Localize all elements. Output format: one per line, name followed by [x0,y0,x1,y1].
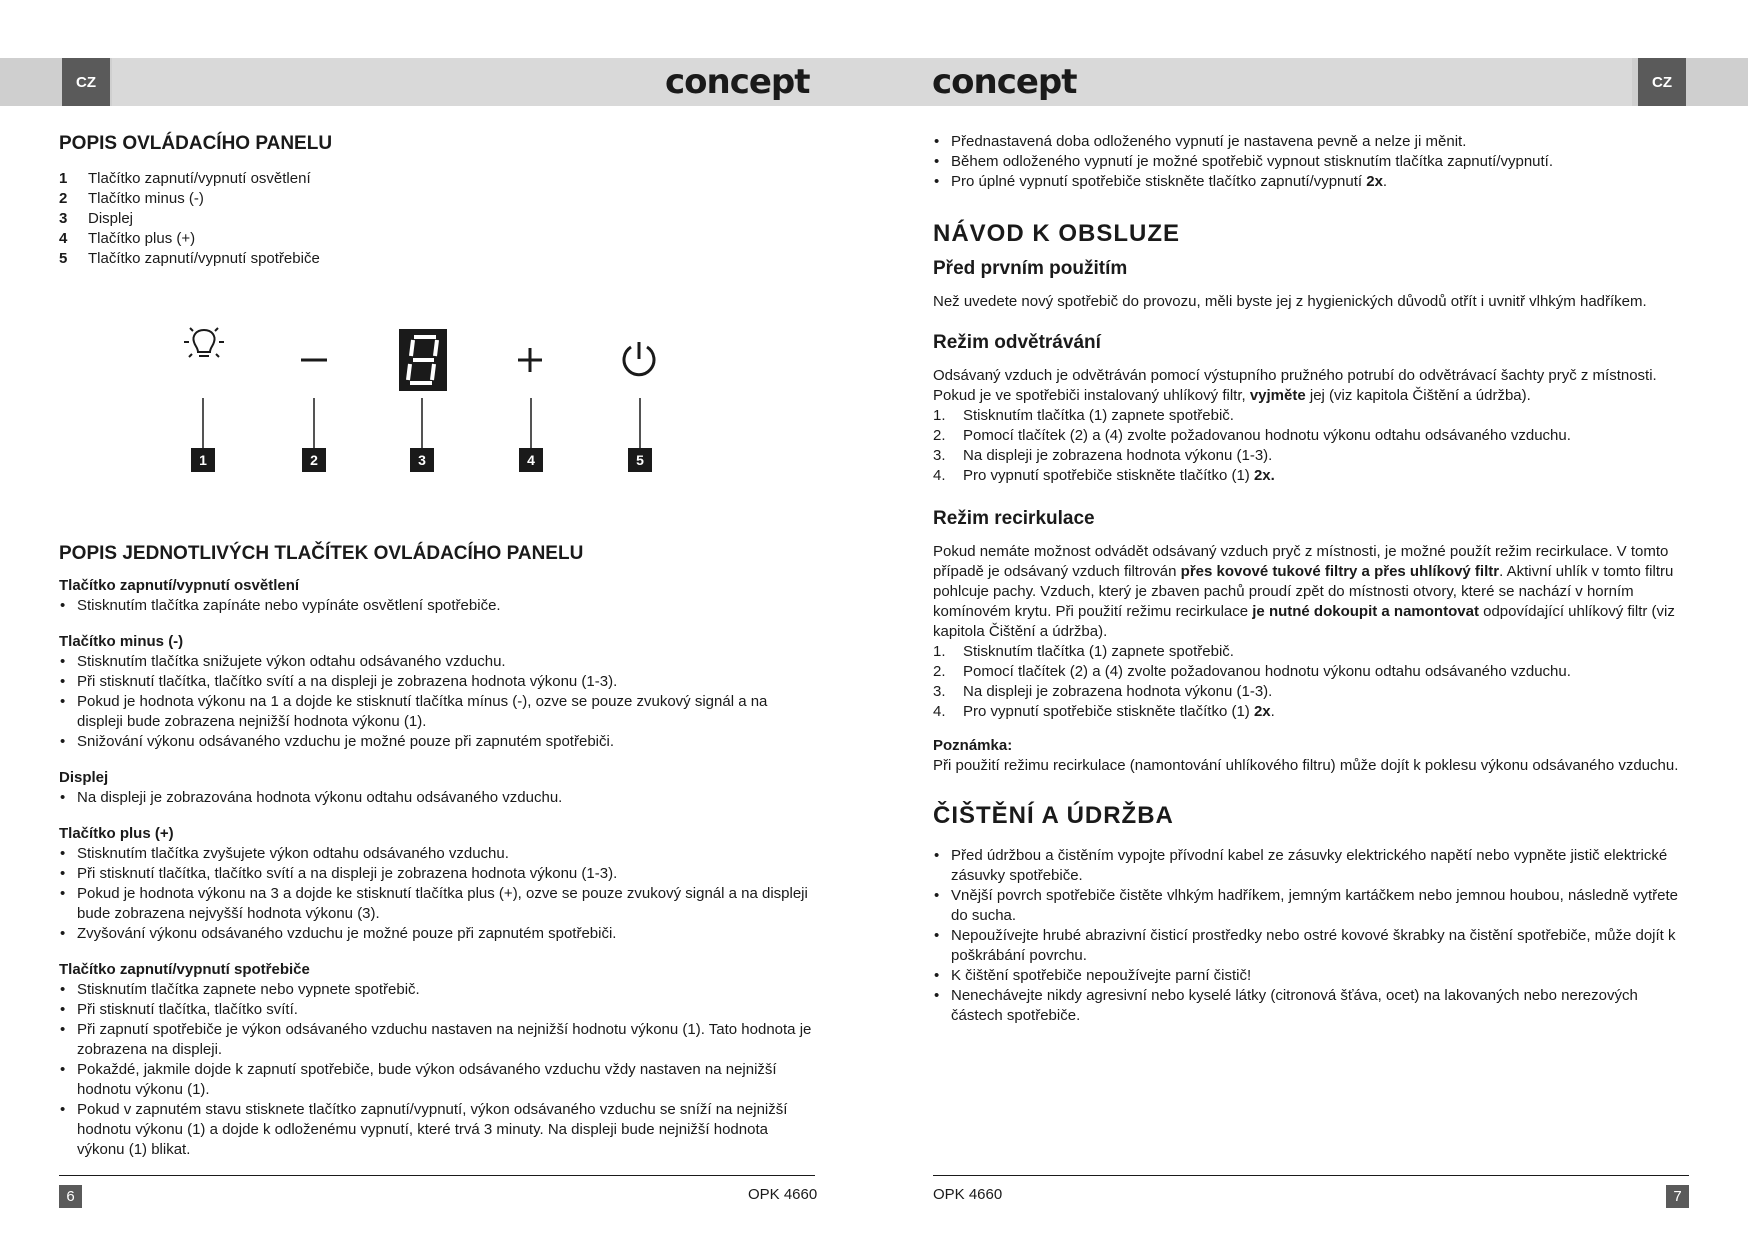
buttons-title: POPIS JEDNOTLIVÝCH TLAČÍTEK OVLÁDACÍHO PANELU [59,543,584,564]
lang-badge-left: CZ [62,58,110,106]
section-heading: Tlačítko zapnutí/vypnutí osvětlení [59,577,300,594]
bullet-item: • Stisknutím tlačítka zvyšujete výkon odtahu odsávaného vzduchu. [59,844,819,864]
model-right: OPK 4660 [933,1186,1003,1203]
bullet-item: • Snižování výkonu odsávaného vzduchu je možné pouze při zapnutém spotřebiči. [59,732,819,752]
section-heading: Tlačítko plus (+) [59,825,174,842]
cleaning-title: ČIŠTĚNÍ A ÚDRŽBA [933,802,1174,829]
section-heading: Displej [59,769,109,786]
bullet-item: • Přednastavená doba odloženého vypnutí je nastavena pevně a nelze ji měnit. [933,132,1693,152]
panel-item: 4 Tlačítko plus (+) [59,230,196,247]
step-item: 3. Na displeji je zobrazena hodnota výkonu (1-3). [933,447,1273,464]
bullet-item: • Nepoužívejte hrubé abrazivní čisticí prostředky nebo ostré kovové škrabky na čistění spotřebiče, může dojít k poškrábání povrchu. [933,926,1693,966]
bullet-item: • Pokaždé, jakmile dojde k zapnutí spotřebiče, bude výkon odsávaného vzduchu vždy nastaven na nejnižší hodnotu výkonu (1). [59,1060,817,1100]
bullet-item: • K čištění spotřebiče nepoužívejte parní čistič! [933,966,1693,986]
note-heading: Poznámka: [933,737,1013,754]
section-plus [59,824,819,944]
step-item: 2. Pomocí tlačítek (2) a (4) zvolte požadovanou hodnotu výkonu odtahu odsávaného vzduchu. [933,663,1571,680]
panel-title: POPIS OVLÁDACÍHO PANELU [59,133,333,154]
panel-item: 5 Tlačítko zapnutí/vypnutí spotřebiče [59,250,320,267]
section-power [59,960,819,1160]
step-item: 1. Stisknutím tlačítka (1) zapnete spotřebič. [933,643,1234,660]
bullet-item: • Stisknutím tlačítka zapnete nebo vypnete spotřebič. [59,980,819,1000]
vent-steps [933,406,1693,486]
top-bullets [933,132,1693,192]
recirc-heading: Režim recirkulace [933,508,1095,529]
bullet-item: • Stisknutím tlačítka snižujete výkon odtahu odsávaného vzduchu. [59,652,819,672]
lang-badge-right: CZ [1638,58,1686,106]
header-band-inner [112,58,1632,106]
page-number-left: 6 [59,1185,82,1208]
bullet-item: • Pokud je hodnota výkonu na 1 a dojde ke stisknutí tlačítka mínus (-), ozve se pouze zvukový signál a na displeji bude zobrazena nejnižší hodnota výkonu (1). [59,692,817,732]
section-heading: Tlačítko zapnutí/vypnutí spotřebiče [59,961,310,978]
right-page-content [933,132,1693,1026]
bullet-item: • Nenechávejte nikdy agresivní nebo kyselé látky (citronová šťáva, ocet) na lakovaných nebo nerezových částech spotřebiče. [933,986,1693,1026]
plus-icon [518,348,542,372]
step-item: 1. Stisknutím tlačítka (1) zapnete spotřebič. [933,407,1234,424]
bullet-item: • Před údržbou a čistěním vypojte přívodní kabel ze zásuvky elektrického napětí nebo vypněte jistič elektrické zásuvky spotřebiče. [933,846,1693,886]
brand-logo-right: concept [932,62,1077,102]
step-item: 4. Pro vypnutí spotřebiče stiskněte tlačítko (1) 2x. [933,467,1275,484]
operation-title: NÁVOD K OBSLUZE [933,220,1181,247]
first-use-text: Než uvedete nový spotřebič do provozu, měli byste jej z hygienických důvodů otřít i uvnitř vlhkým hadříkem. [933,293,1647,310]
recirc-text: Pokud nemáte možnost odvádět odsávaný vzduch pryč z místnosti, je možné použít režim recirkulace. V tomto případě je odsávaný vzduch filtrován přes kovové tukové filtry a přes uhlíkový filtr. Aktivní uhlík v tomto filtru pohlcuje pachy. Vzduch, který je zbaven pachů proudí zpět do místnosti otvory, které se nachází v horním komínovém krytu. Při použití režimu recirkulace je nutné dokoupit a namontovat odpovídající uhlíkový filtr (viz kapitola Čištění a údržba). [933,543,1675,640]
bullet-item: • Pokud je hodnota výkonu na 3 a dojde ke stisknutí tlačítka plus (+), ozve se pouze zvukový signál a na displeji bude zobrazena nejvyšší hodnota výkonu (3). [59,884,817,924]
bullet-item: • Při zapnutí spotřebiče je výkon odsávaného vzduchu nastaven na nejnižší hodnotu výkonu (1). Tato hodnota je zobrazena na displeji. [59,1020,817,1060]
note-text: Při použití režimu recirkulace (namontování uhlíkového filtru) může dojít k poklesu výkonu odsávaného vzduchu. [933,757,1679,774]
cleaning-bullets [933,846,1693,1026]
bullet-item: • Během odloženého vypnutí je možné spotřebič vypnout stisknutím tlačítka zapnutí/vypnutí. [933,152,1693,172]
bullet-item: • Na displeji je zobrazována hodnota výkonu odtahu odsávaného vzduchu. [59,788,819,808]
control-panel-diagram [170,320,670,480]
label-1: 1 [199,452,207,468]
panel-item: 1 Tlačítko zapnutí/vypnutí osvětlení [59,170,311,187]
step-item: 2. Pomocí tlačítek (2) a (4) zvolte požadovanou hodnotu výkonu odtahu odsávaného vzduchu. [933,427,1571,444]
bullet-item: • Při stisknutí tlačítka, tlačítko svítí a na displeji je zobrazena hodnota výkonu (1-3). [59,864,819,884]
bullet-item: • Stisknutím tlačítka zapínáte nebo vypínáte osvětlení spotřebiče. [59,596,819,616]
step-item: 3. Na displeji je zobrazena hodnota výkonu (1-3). [933,683,1273,700]
page-number-right: 7 [1666,1185,1689,1208]
left-page-content [59,133,819,269]
panel-items-list [59,169,819,269]
footer-rule-left [59,1175,815,1176]
bullet-item: • Při stisknutí tlačítka, tlačítko svítí. [59,1000,819,1020]
section-heading: Tlačítko minus (-) [59,633,184,650]
section-display [59,768,819,808]
buttons-description [59,543,819,1160]
light-icon [184,328,224,357]
label-4: 4 [527,452,535,468]
power-icon [624,342,654,375]
label-2: 2 [310,452,318,468]
bullet-item: • Zvyšování výkonu odsávaného vzduchu je možné pouze při zapnutém spotřebiči. [59,924,819,944]
vent-text: Odsávaný vzduch je odvětráván pomocí výstupního pružného potrubí do odvětrávací šachty pryč z místnosti. Pokud je ve spotřebiči instalovaný uhlíkový filtr, vyjměte jej (viz kapitola Čištění a údržba). [933,367,1657,404]
model-left: OPK 4660 [748,1186,818,1203]
section-light [59,576,819,616]
panel-item: 3 Displej [59,210,134,227]
bullet-item: • Pokud v zapnutém stavu stisknete tlačítko zapnutí/vypnutí, výkon odsávaného vzduchu se sníží na nejnižší hodnotu výkonu (1) a dojde k odloženému vypnutí, které trvá 3 minuty. Na displeji bude nejnižší hodnota výkonu (1) blikat. [59,1100,817,1160]
step-item: 4. Pro vypnutí spotřebiče stiskněte tlačítko (1) 2x. [933,703,1275,720]
recirc-steps [933,642,1693,722]
bullet-item: • Při stisknutí tlačítka, tlačítko svítí a na displeji je zobrazena hodnota výkonu (1-3). [59,672,819,692]
vent-heading: Režim odvětrávání [933,332,1101,353]
panel-item: 2 Tlačítko minus (-) [59,190,204,207]
label-3: 3 [418,452,426,468]
label-5: 5 [636,452,644,468]
section-minus [59,632,819,752]
footer-rule-right [933,1175,1689,1176]
display-digit-icon [399,329,447,391]
bullet-item: • Pro úplné vypnutí spotřebiče stiskněte tlačítko zapnutí/vypnutí 2x. [933,172,1693,192]
bullet-item: • Vnější povrch spotřebiče čistěte vlhkým hadříkem, jemným kartáčkem nebo jemnou houbou, následně vytřete do sucha. [933,886,1693,926]
brand-logo-left: concept [665,62,810,102]
first-use-heading: Před prvním použitím [933,258,1128,279]
